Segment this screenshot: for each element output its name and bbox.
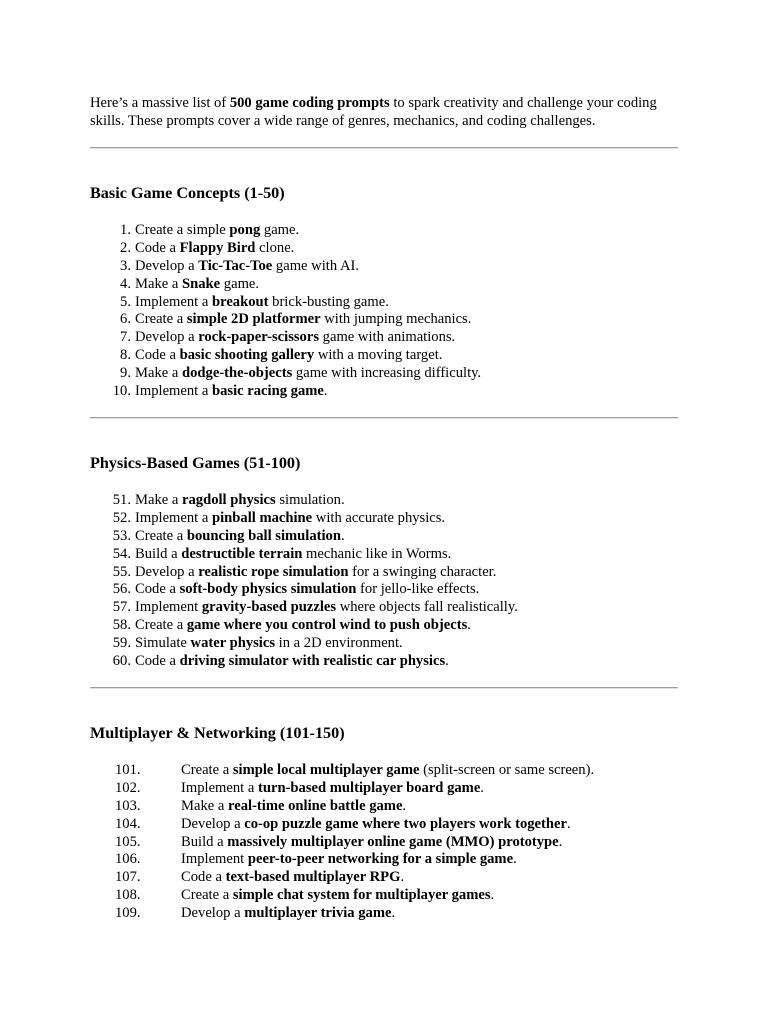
item-number: 103. [115,797,141,814]
item-text-bold: gravity-based puzzles [201,599,337,616]
item-text-bold: pong [229,222,261,238]
item-text-bold: basic shooting gallery [179,347,315,364]
item-text-bold: water physics [190,635,276,652]
item-text [135,510,445,526]
item-text-bold: text-based multiplayer RPG [225,869,401,886]
item-text-plain: for a swinging character. [348,563,497,580]
item-text-plain: . [445,653,449,670]
list-item [90,293,481,311]
item-text-bold: simple chat system for multiplayer games [232,887,491,904]
prompt-list [90,761,594,922]
list-item [90,275,481,293]
item-number: 4. [120,275,131,292]
item-text-plain: simulation. [275,492,345,508]
intro-text-before: Here’s a massive list of [90,95,230,111]
item-text-bold: co-op puzzle game where two players work together [244,815,567,832]
item-text-plain: with a moving target. [314,347,443,364]
list-item [90,652,518,670]
list-item [90,616,518,634]
item-text [135,311,471,327]
item-text-plain: Create a [135,527,187,544]
intro-text-after: to spark creativity and challenge your coding skills. These prompts cover a wide range of genres, mechanics, and coding challenges. [90,95,657,129]
horizontal-rule [90,147,678,149]
item-number: 5. [120,293,131,310]
list-item [90,346,481,364]
item-text [135,617,471,633]
item-text-bold: real-time online battle game [228,797,403,814]
item-text [135,653,449,669]
list-item [90,545,518,563]
item-text [181,851,517,867]
item-text-bold: Flappy Bird [179,239,256,256]
horizontal-rule [90,417,678,419]
item-text-bold: multiplayer trivia game [244,905,392,922]
item-text-bold: dodge-the-objects [182,365,293,382]
item-text-bold: rock-paper-scissors [198,329,320,346]
item-number: 8. [120,347,131,364]
list-item [90,527,518,545]
item-text-plain: Make a [181,797,229,814]
item-number: 53. [112,527,131,544]
item-text-plain: game. [220,275,260,292]
list-item [90,598,518,616]
item-number: 101. [115,762,141,778]
item-text [181,762,594,778]
item-text-bold: peer-to-peer networking for a simple game [247,851,514,868]
list-item [90,509,518,527]
item-text [135,599,518,615]
item-text-plain: for jello-like effects. [356,581,480,598]
item-text-plain: . [402,797,407,814]
item-text-plain: Implement [181,851,248,868]
item-text-plain: . [391,905,396,922]
list-item [90,364,481,382]
item-text-bold: soft-body physics simulation [179,581,357,598]
item-text-plain: Create a [135,617,187,634]
intro-text-bold: 500 game coding prompts [229,95,390,111]
item-text-plain: Code a [135,239,180,256]
item-number: 10. [112,383,131,400]
item-number: 58. [112,617,131,634]
item-number: 1. [120,222,131,238]
item-text-plain: Develop a [181,815,245,832]
item-text-plain: Simulate [135,635,191,652]
item-text [135,581,479,597]
item-text-plain: with accurate physics. [312,509,446,526]
item-text-bold: turn-based multiplayer board game [258,779,481,796]
item-text-bold: bouncing ball simulation [186,527,341,544]
list-item [90,239,481,257]
item-text-bold: Tic-Tac-Toe [198,257,273,274]
prompt-list [90,491,518,670]
list-item [90,491,518,509]
item-text-plain: brick-busting game. [268,293,389,310]
list-item [90,257,481,275]
item-text-plain: Implement a [135,509,212,526]
item-text [135,258,359,274]
item-text-plain: game with AI. [272,257,360,274]
item-number: 7. [120,329,131,346]
item-text [135,528,345,544]
item-text [181,905,395,921]
item-number: 57. [112,599,131,616]
list-item [90,761,594,779]
item-text-plain: . [513,851,517,868]
item-text-plain: Build a [181,833,228,850]
list-item [90,779,594,797]
item-text [135,294,389,310]
item-text-plain: Develop a [135,563,199,580]
list-item [90,310,481,328]
item-text-plain: Code a [135,653,180,670]
item-number: 107. [115,869,141,886]
item-text [135,347,442,363]
item-text-plain: Develop a [181,905,245,922]
item-number: 2. [120,239,131,256]
item-text-plain: Make a [135,492,183,508]
item-text-plain: Code a [135,347,180,364]
item-text-plain: Create a [181,762,233,778]
item-number: 102. [115,779,141,796]
item-text-plain: Implement [135,599,202,616]
item-text-bold: pinball machine [212,509,313,526]
item-text [181,798,406,814]
item-text-plain: Create a [181,887,233,904]
list-item [90,815,594,833]
item-text-bold: simple local multiplayer game [232,762,420,778]
item-number: 106. [115,851,141,868]
item-number: 59. [112,635,131,652]
item-text-plain: Code a [181,869,226,886]
item-text [135,365,481,381]
list-item [90,833,594,851]
item-text-bold: simple 2D platformer [186,311,321,328]
item-text-plain: . [566,815,571,832]
item-text [135,546,451,562]
item-number: 9. [120,365,131,382]
item-text-plain: . [467,617,471,634]
item-text [135,276,259,292]
item-text-plain: Create a [135,311,187,328]
list-item [90,904,594,922]
list-item [90,221,481,239]
item-text-plain: Make a [135,365,183,382]
list-item [90,328,481,346]
list-item [90,850,594,868]
item-text-plain: . [340,527,345,544]
item-text-bold: Snake [182,275,221,292]
item-text-plain: Build a [135,545,182,562]
item-text-bold: basic racing game [212,383,324,400]
item-text [135,635,403,651]
item-text-plain: (split-screen or same screen). [419,762,595,778]
item-text [135,240,294,256]
item-number: 104. [115,815,141,832]
horizontal-rule [90,687,678,689]
item-text [181,869,404,885]
item-text [181,816,571,832]
item-text [135,564,496,580]
item-text-plain: where objects fall realistically. [336,599,518,616]
item-number: 55. [112,563,131,580]
intro-paragraph [90,94,690,130]
item-number: 56. [112,581,131,598]
item-text-plain: game with increasing difficulty. [292,365,482,382]
item-number: 105. [115,833,141,850]
item-text-bold: realistic rope simulation [198,563,349,580]
item-text-bold: driving simulator with realistic car physics [179,653,446,670]
item-text-plain: clone. [255,239,295,256]
item-text-bold: destructible terrain [181,545,303,562]
item-number: 109. [115,905,141,922]
list-item [90,634,518,652]
item-text-plain: mechanic like in Worms. [302,545,452,562]
item-number: 6. [120,311,131,328]
list-item [90,563,518,581]
item-text-plain: Implement a [135,383,212,400]
item-text-plain: . [323,383,328,400]
item-text-plain: Develop a [135,329,199,346]
list-item [90,580,518,598]
item-number: 54. [112,545,131,562]
item-number: 108. [115,887,141,904]
item-number: 51. [112,492,131,508]
item-text [135,492,345,508]
section-title: Basic Game Concepts (1-50) [90,184,285,202]
item-text-plain: . [558,833,563,850]
item-text-plain: in a 2D environment. [275,635,403,652]
item-text [181,834,562,850]
list-item [90,797,594,815]
item-text [135,222,299,238]
item-number: 52. [112,509,131,526]
list-item [90,886,594,904]
item-text-plain: Make a [135,275,183,292]
item-text [135,383,328,399]
item-number: 60. [112,653,131,670]
item-text-plain: Create a simple [135,222,230,238]
item-text-plain: game with animations. [319,329,456,346]
item-text-bold: game where you control wind to push objects [186,617,468,634]
item-number: 3. [120,257,131,274]
section-title: Physics-Based Games (51-100) [90,454,301,472]
item-text-plain: Code a [135,581,180,598]
item-text-plain: . [490,887,495,904]
item-text [181,887,494,903]
item-text-plain: with jumping mechanics. [320,311,472,328]
item-text-plain: . [480,779,484,796]
item-text [135,329,455,345]
item-text-plain: Implement a [181,779,258,796]
section-title: Multiplayer & Networking (101-150) [90,724,345,742]
list-item [90,868,594,886]
prompt-list [90,221,481,400]
item-text-bold: breakout [212,293,269,310]
item-text [181,780,484,796]
item-text-plain: Implement a [135,293,212,310]
item-text-plain: Develop a [135,257,199,274]
item-text-plain: . [400,869,405,886]
item-text-bold: ragdoll physics [182,492,276,508]
list-item [90,382,481,400]
item-text-bold: massively multiplayer online game (MMO) prototype [227,833,559,850]
item-text-plain: game. [260,222,300,238]
